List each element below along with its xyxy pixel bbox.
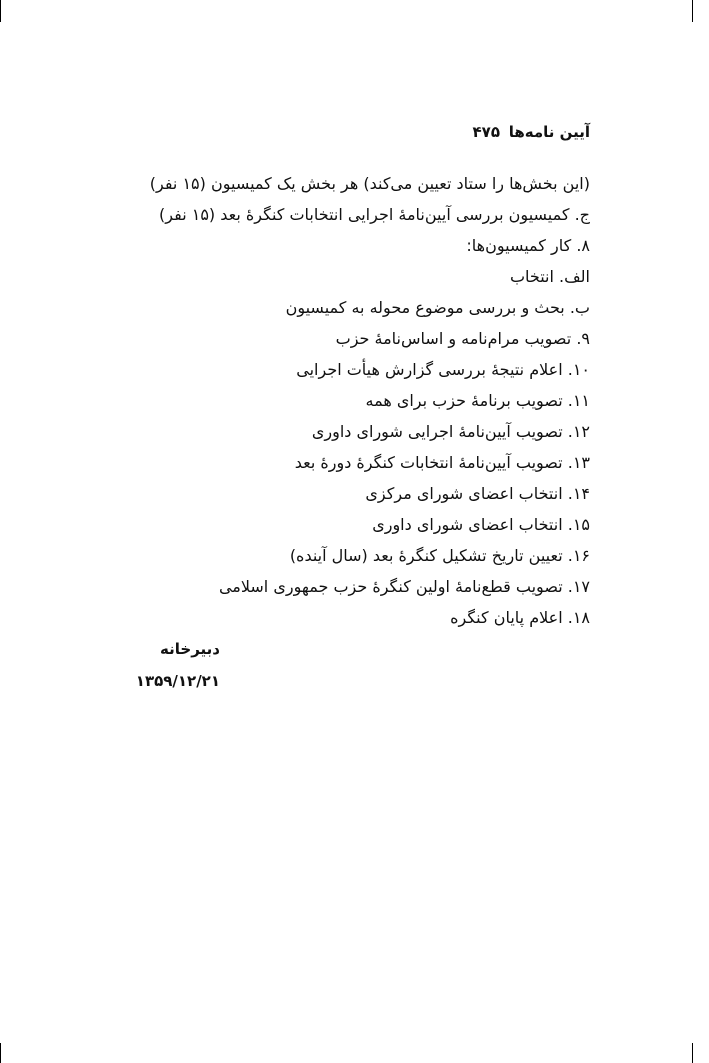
crop-mark-bottom-right-v [692,1043,693,1063]
text-line: ۱۳. تصویب آیین‌نامهٔ انتخابات کنگرهٔ دورهٔ بعد [294,453,590,472]
page-number: ۴۷۵ [472,123,500,141]
text-line: الف. انتخاب [509,267,590,286]
crop-mark-top-right-v [692,0,693,22]
text-line: ۱۱. تصویب برنامهٔ حزب برای همه [365,391,590,410]
text-line: ۸. کار کمیسیون‌ها: [466,236,590,255]
signature-block [120,633,220,697]
signature-name: دبیرخانه [160,640,220,658]
text-line: ج. کمیسیون بررسی آیین‌نامهٔ اجرایی انتخابات کنگرهٔ بعد (۱۵ نفر) [159,205,590,224]
signature-date: ۱۳۵۹/۱۲/۲۱ [135,672,220,690]
crop-mark-bottom-left-v [0,1043,1,1063]
text-line: ۱۶. تعیین تاریخ تشکیل کنگرهٔ بعد (سال آینده) [289,546,590,565]
crop-mark-top-left-v [0,0,1,22]
text-line: ب. بحث و بررسی موضوع محوله به کمیسیون [285,298,590,317]
header-title: آیین نامه‌ها [508,123,590,141]
text-line: ۱۰. اعلام نتیجهٔ بررسی گزارش هیأت اجرایی [296,360,590,379]
text-line: ۱۸. اعلام پایان کنگره [450,608,590,627]
text-line: ۱۲. تصویب آیین‌نامهٔ اجرایی شورای داوری [311,422,590,441]
text-line: ۱۵. انتخاب اعضای شورای داوری [372,515,590,534]
text-line: ۹. تصویب مرام‌نامه و اساس‌نامهٔ حزب [335,329,590,348]
running-header [120,123,590,147]
text-line: ۱۷. تصویب قطع‌نامهٔ اولین کنگرهٔ حزب جمهوری اسلامی [218,577,590,596]
text-line: ۱۴. انتخاب اعضای شورای مرکزی [365,484,590,503]
document-body [120,168,590,633]
text-line: (این بخش‌ها را ستاد تعیین می‌کند) هر بخش یک کمیسیون (۱۵ نفر) [149,174,590,193]
